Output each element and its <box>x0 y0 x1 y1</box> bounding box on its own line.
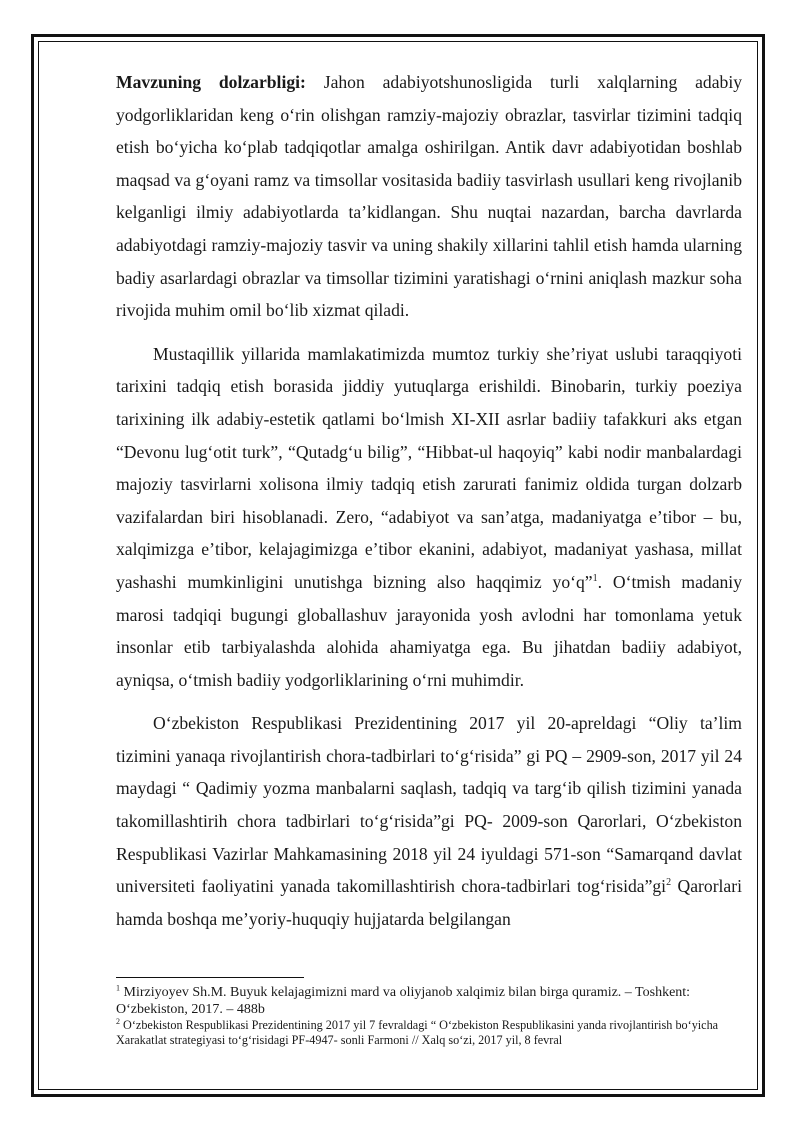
footnotes <box>116 985 742 1048</box>
footnote-separator <box>116 977 304 978</box>
footnote-2-number: 2 <box>116 1016 120 1026</box>
footnote-1-number: 1 <box>116 983 120 993</box>
footnote-ref-2: 2 <box>666 877 672 889</box>
independence-text-b: . Oʻtmish madaniy marosi tadqiqi bugungi globallashuv jarayonida yosh avlodni har tomonlama yetuk insonlar etib tarbiyalashda alohida ahamiyatga ega. Bu jihatdan badiiy adabiyot, ayniqsa, oʻtmish badiiy yodgorliklarining oʻrni muhimdir. <box>116 571 742 690</box>
relevance-heading: Mavzuning dolzarbligi: <box>116 72 306 92</box>
relevance-text: Jahon adabiyotshunosligida turli xalqlarning adabiy yodgorliklaridan keng oʻrin olishgan ramziy-majoziy obrazlar, tasvirlar tizimini tadqiq etish boʻyicha koʻplab tadqiqotlar amalga oshirilgan. Antik davr adabiyotidan boshlab maqsad va gʻoyani ramz va timsollar vositasida badiiy tasvirlash usullari keng rivojlanib kelganligi ilmiy adabiyotlarda taʼkidlangan. Shu nuqtai nazardan, barcha davrlarda adabiyotdagi ramziy-majoziy tasvir va uning shakily xillarini tahlil etish hamda ularning badiy asarlardagi obrazlar va timsollar tizimini yaratishagi oʻrnini aniqlash mazkur soha rivojida muhim omil boʻlib xizmat qiladi. <box>116 72 743 321</box>
independence-text-a: Mustaqillik yillarida mamlakatimizda mumtoz turkiy sheʼriyat uslubi taraqqiyoti tarixini tadqiq etish borasida jiddiy yutuqlarga erishildi. Binobarin, turkiy poeziya tarixining ilk adabiy-estetik qatlami boʻlmish XI-XII asrlar badiiy tafakkuri aks etgan “Devonu lugʻotit turk”, “Qutadgʻu bilig”, “Hibbat-ul haqoyiq” kabi nodir manbalardagi majoziy tasvirlarni xolisona ilmiy tadqiq etish zarurati fanimiz oldida turgan dolzarb vazifalardan biri hisoblanadi. Zero, “adabiyot va sanʼatga, madaniyatga eʼtibor – bu, xalqimizga eʼtibor, kelajagimizga eʼtibor ekanini, adabiyot, madaniyat yashasa, millat yashashi mumkinligini unutishga bizning also haqqimiz yoʻq” <box>116 343 742 592</box>
footnote-1-text: Mirziyoyev Sh.M. Buyuk kelajagimizni mard va oliyjanob xalqimiz bilan birga quramiz. – Toshkent: Oʻzbekiston, 2017. – 488b <box>116 985 691 1017</box>
footnote-ref-1: 1 <box>592 573 598 585</box>
footnote-2-text: Oʻzbekiston Respublikasi Prezidentining 2017 yil 7 fevraldagi “ Oʻzbekiston Respublikasini yanda rivojlantirish boʻyicha Xarakatlat strategiyasi toʻgʻrisidagi PF-4947- sonli Farmoni // Xalq soʻzi, 2017 yil, 8 fevral <box>116 1018 719 1047</box>
paragraph-decrees <box>116 707 742 935</box>
decrees-text-a: Oʻzbekiston Respublikasi Prezidentining 2017 yil 20-apreldagi “Oliy taʼlim tizimini yanaqa rivojlantirish chora-tadbirlari toʻgʻrisida” gi PQ – 2909-son, 2017 yil 24 maydagi “ Qadimiy yozma manbalarni saqlash, tadqiq va targʻib qilish tizimini yanada takomillashtirih chora tadbirlari toʻgʻrisida”gi PQ- 2009-son Qarorlari, Oʻzbekiston Respublikasi Vazirlar Mahkamasining 2018 yil 24 iyuldagi 571-son “Samarqand davlat universiteti faoliyatini yanada takomillashtirish chora-tadbirlari togʻrisida”gi <box>116 713 742 897</box>
footnote-1 <box>116 985 742 1018</box>
paragraph-independence <box>116 338 742 697</box>
paragraph-relevance <box>116 66 742 327</box>
footnote-2 <box>116 1018 742 1048</box>
document-body <box>116 66 742 935</box>
decrees-text-b: Qarorlari hamda boshqa meʼyoriy-huquqiy hujjatarda belgilangan <box>116 876 742 929</box>
